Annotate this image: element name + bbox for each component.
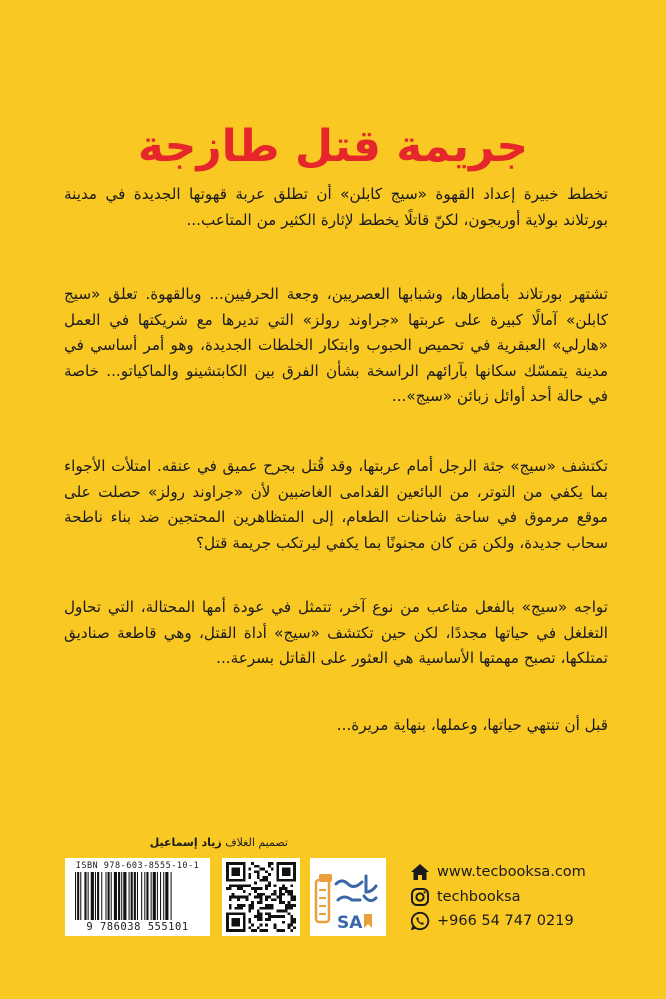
barcode-bar <box>84 872 86 920</box>
qr-module <box>265 924 268 927</box>
qr-module <box>265 912 268 915</box>
qr-module <box>274 915 277 918</box>
qr-module <box>265 907 268 910</box>
qr-module <box>282 910 285 913</box>
qr-module <box>268 907 271 910</box>
qr-module <box>265 896 268 899</box>
barcode-digits: 9 786038 555101 <box>86 921 189 933</box>
qr-module <box>229 907 232 910</box>
blurb-paragraph-1: تخطط خبيرة إعداد القهوة «سيج كابلن» أن تطلق عربة قهوتها الجديدة في مدينة بورتلاند بولاية أوريجون، لكنّ قاتلًا يخطط لإثارة الكثير من المتاعب... <box>64 185 608 229</box>
isbn-label: ISBN 978-603-8555-10-1 <box>75 861 200 871</box>
qr-module <box>229 904 232 907</box>
qr-module <box>257 876 260 879</box>
barcode-bar <box>160 872 161 920</box>
qr-module <box>248 884 251 887</box>
qr-module <box>268 912 271 915</box>
qr-module <box>232 896 235 899</box>
qr-module <box>229 884 232 887</box>
qr-module <box>257 910 260 913</box>
barcode-bar <box>121 872 122 920</box>
barcode-bar <box>114 872 117 920</box>
qr-module <box>248 873 251 876</box>
barcode-bar <box>157 872 158 920</box>
qr-module <box>271 862 274 865</box>
qr-module <box>271 893 274 896</box>
qr-module <box>232 893 235 896</box>
qr-module <box>229 887 232 890</box>
qr-module <box>268 882 271 885</box>
barcode-bar <box>95 872 96 920</box>
qr-module <box>257 912 260 915</box>
qr-module <box>282 884 285 887</box>
qr-module <box>288 904 291 907</box>
qr-module <box>234 896 237 899</box>
qr-module <box>265 870 268 873</box>
qr-module <box>290 918 293 921</box>
qr-module <box>265 904 268 907</box>
qr-module <box>274 924 277 927</box>
qr-module <box>243 896 246 899</box>
qr-module <box>279 896 282 899</box>
qr-module <box>290 915 293 918</box>
qr-module <box>257 873 260 876</box>
qr-module <box>248 918 251 921</box>
qr-module <box>260 879 263 882</box>
phone-link[interactable] <box>410 910 640 932</box>
qr-module <box>240 904 243 907</box>
qr-module <box>288 907 291 910</box>
qr-module <box>257 918 260 921</box>
qr-module <box>290 904 293 907</box>
qr-module <box>265 898 268 901</box>
barcode-bar <box>75 872 76 920</box>
qr-module <box>288 901 291 904</box>
qr-module <box>276 910 279 913</box>
qr-module <box>254 890 257 893</box>
qr-module <box>268 884 271 887</box>
cover-designer-credit <box>150 836 288 849</box>
qr-module <box>240 884 243 887</box>
qr-module <box>274 898 277 901</box>
qr-module <box>254 887 257 890</box>
website-text: www.tecbooksa.com <box>437 864 586 880</box>
qr-module <box>254 915 257 918</box>
qr-module <box>271 915 274 918</box>
website-link[interactable] <box>410 861 640 883</box>
qr-module <box>288 893 291 896</box>
qr-module <box>260 929 263 932</box>
qr-module <box>248 921 251 924</box>
qr-module <box>265 887 268 890</box>
qr-module <box>290 893 293 896</box>
qr-module <box>246 898 249 901</box>
qr-module <box>276 896 279 899</box>
qr-module <box>251 924 254 927</box>
barcode-bar <box>134 872 136 920</box>
qr-module <box>262 893 265 896</box>
barcode-bar <box>153 872 156 920</box>
qr-module <box>268 904 271 907</box>
barcode-bar <box>141 872 142 920</box>
qr-module <box>268 915 271 918</box>
qr-module <box>237 896 240 899</box>
qr-module <box>274 884 277 887</box>
qr-module <box>248 893 251 896</box>
qr-module <box>260 915 263 918</box>
qr-module <box>279 929 282 932</box>
qr-module <box>268 862 271 865</box>
home-icon <box>410 862 430 882</box>
qr-module <box>226 887 229 890</box>
qr-module <box>282 887 285 890</box>
qr-module <box>293 918 296 921</box>
qr-module <box>279 915 282 918</box>
qr-module <box>260 912 263 915</box>
qr-module <box>248 910 251 913</box>
qr-module <box>279 890 282 893</box>
designer-label: تصميم الغلاف <box>225 836 288 849</box>
blurb-paragraph-4: تواجه «سيج» بالفعل متاعب من نوع آخر، تتمثل في عودة أمها المحتالة، التي تحاول التغلغل في حياتها مجددًا، لكن حين تكتشف «سيج» أداة القتل، وهي قاطعة صناديق تمتلكها، تصبح مهمتها الأساسية هي العثور على القاتل بسرعة... <box>64 598 608 667</box>
qr-module <box>232 884 235 887</box>
qr-module <box>285 887 288 890</box>
qr-module <box>290 898 293 901</box>
qr-module <box>243 884 246 887</box>
qr-module <box>254 896 257 899</box>
qr-module <box>260 918 263 921</box>
barcode-bar <box>101 872 102 920</box>
qr-module <box>276 929 279 932</box>
svg-text:SA: SA <box>337 913 363 933</box>
qr-module <box>290 907 293 910</box>
barcode-bar <box>118 872 120 920</box>
qr-module <box>271 904 274 907</box>
qr-module <box>260 901 263 904</box>
qr-module <box>271 907 274 910</box>
barcode-bar <box>171 872 172 920</box>
blurb-paragraph-5: قبل أن تنتهي حياتها، وعملها، بنهاية مريرة... <box>336 716 608 734</box>
qr-module <box>268 896 271 899</box>
qr-module <box>285 890 288 893</box>
qr-module <box>257 896 260 899</box>
qr-module <box>282 893 285 896</box>
qr-module <box>240 907 243 910</box>
isbn-barcode <box>65 858 210 936</box>
qr-module <box>274 893 277 896</box>
qr-module <box>246 896 249 899</box>
qr-module <box>251 887 254 890</box>
qr-module <box>288 912 291 915</box>
qr-module <box>246 884 249 887</box>
qr-module <box>229 898 232 901</box>
qr-module <box>293 904 296 907</box>
qr-module <box>257 926 260 929</box>
qr-module <box>260 887 263 890</box>
qr-module <box>290 921 293 924</box>
qr-module <box>290 929 293 932</box>
qr-code-icon <box>226 862 296 932</box>
qr-module <box>290 896 293 899</box>
instagram-icon <box>410 887 430 907</box>
qr-module <box>262 868 265 871</box>
instagram-link[interactable] <box>410 886 640 908</box>
qr-module <box>254 865 257 868</box>
qr-module <box>237 884 240 887</box>
qr-module <box>251 929 254 932</box>
qr-module <box>237 887 240 890</box>
qr-module <box>260 898 263 901</box>
qr-module <box>282 915 285 918</box>
qr-module <box>251 907 254 910</box>
barcode-bar <box>91 872 94 920</box>
qr-module <box>265 929 268 932</box>
qr-module <box>293 921 296 924</box>
barcode-bar <box>144 872 145 920</box>
qr-module <box>285 910 288 913</box>
qr-module <box>282 901 285 904</box>
qr-module <box>268 873 271 876</box>
barcode-bar <box>108 872 110 920</box>
qr-module <box>260 907 263 910</box>
qr-module <box>260 868 263 871</box>
qr-module <box>265 918 268 921</box>
barcode-bar <box>111 872 112 920</box>
qr-module <box>254 929 257 932</box>
qr-module <box>271 868 274 871</box>
qr-module <box>274 926 277 929</box>
qr-module <box>279 887 282 890</box>
qr-module <box>251 904 254 907</box>
barcode-bar <box>88 872 89 920</box>
qr-module <box>232 918 240 926</box>
qr-module <box>257 887 260 890</box>
barcode-bar <box>137 872 138 920</box>
qr-module <box>293 896 296 899</box>
barcode-bar <box>151 872 152 920</box>
barcode-bar <box>123 872 126 920</box>
qr-module <box>265 876 268 879</box>
blurb-paragraph-2: تشتهر بورتلاند بأمطارها، وشبابها العصريين، وجعة الحرفيين... وبالقهوة. تعلق «سيج كابلن» آمالًا كبيرة على عربتها «جراوند رولز» التي تديرها مع شريكتها في العمل «هارلي» العبقرية في تحميص الحبوب وابتكار الخلطات الجديدة، وهو أمر أساسي في مدينة يتمسّك سكانها بآرائهم الراسخة بشأن الفرق بين الكابتشينو والماكياتو... خاصة في حالة أحد أوائل زبائن «سيج»... <box>64 285 608 405</box>
whatsapp-icon <box>410 911 430 931</box>
qr-module <box>288 890 291 893</box>
qr-module <box>257 870 260 873</box>
qr-module <box>285 904 288 907</box>
barcode-bar <box>129 872 130 920</box>
qr-module <box>243 904 246 907</box>
qr-module <box>268 865 271 868</box>
qr-module <box>262 876 265 879</box>
qr-module <box>282 868 290 876</box>
qr-module <box>240 896 243 899</box>
qr-module <box>257 901 260 904</box>
qr-module <box>265 879 268 882</box>
qr-module <box>234 907 237 910</box>
qr-module <box>251 901 254 904</box>
qr-module <box>279 901 282 904</box>
qr-module <box>279 893 282 896</box>
qr-module <box>293 898 296 901</box>
qr-module <box>234 884 237 887</box>
qr-module <box>248 868 251 871</box>
qr-module <box>260 924 263 927</box>
qr-module <box>260 896 263 899</box>
qr-module <box>274 890 277 893</box>
qr-module <box>279 910 282 913</box>
book-title: جريمة قتل طازجة <box>137 121 529 173</box>
barcode-bar <box>165 872 168 920</box>
barcode-bar <box>97 872 99 920</box>
qr-module <box>285 907 288 910</box>
qr-module <box>237 907 240 910</box>
qr-module <box>248 904 251 907</box>
qr-module <box>248 907 251 910</box>
qr-module <box>229 896 232 899</box>
blurb-paragraph-3: تكتشف «سيج» جثة الرجل أمام عربتها، وقد قُتل بجرح عميق في عنقه. امتلأت الأجواء بما يكفي من التوتر، من البائعين القدامى الغاضبين لأن «جراوند رولز» حصلت على موقع مرموق في ساحة شاحنات الطعام، إلى المتظاهرين المحتجين ضد بناء ناطحة سحاب جديدة، ولكن مَن كان مجنونًا بما يكفي ليرتكب جريمة قتل؟ <box>64 457 608 552</box>
qr-module <box>243 890 246 893</box>
qr-module <box>268 918 271 921</box>
qr-module <box>282 921 285 924</box>
publisher-logo-icon <box>310 858 386 936</box>
designer-name: زياد إسماعيل <box>149 836 222 849</box>
qr-module <box>288 924 291 927</box>
phone-number: +966 54 747 0219 <box>437 913 574 929</box>
barcode-bar <box>105 872 106 920</box>
qr-module <box>257 893 260 896</box>
barcode-bar <box>80 872 81 920</box>
qr-module <box>265 884 268 887</box>
qr-module <box>248 926 251 929</box>
qr-module <box>262 879 265 882</box>
qr-module <box>288 926 291 929</box>
qr-module <box>237 904 240 907</box>
qr-module <box>257 865 260 868</box>
qr-module <box>293 926 296 929</box>
qr-code[interactable] <box>222 858 300 936</box>
qr-module <box>254 882 257 885</box>
barcode-bar <box>146 872 148 920</box>
qr-module <box>237 898 240 901</box>
qr-module <box>290 890 293 893</box>
qr-module <box>257 915 260 918</box>
qr-module <box>260 893 263 896</box>
qr-module <box>248 876 251 879</box>
qr-module <box>279 898 282 901</box>
barcode-bar <box>163 872 164 920</box>
qr-module <box>271 898 274 901</box>
instagram-handle: techbooksa <box>437 889 521 905</box>
qr-module <box>240 887 243 890</box>
barcode-bar <box>131 872 133 920</box>
qr-module <box>290 884 293 887</box>
qr-module <box>290 924 293 927</box>
qr-module <box>254 870 257 873</box>
qr-module <box>276 915 279 918</box>
barcode-bar <box>77 872 79 920</box>
qr-module <box>232 868 240 876</box>
publisher-logo <box>310 858 386 936</box>
barcode-icon <box>73 872 202 920</box>
qr-module <box>262 907 265 910</box>
qr-module <box>251 862 254 865</box>
qr-module <box>262 929 265 932</box>
qr-module <box>282 929 285 932</box>
